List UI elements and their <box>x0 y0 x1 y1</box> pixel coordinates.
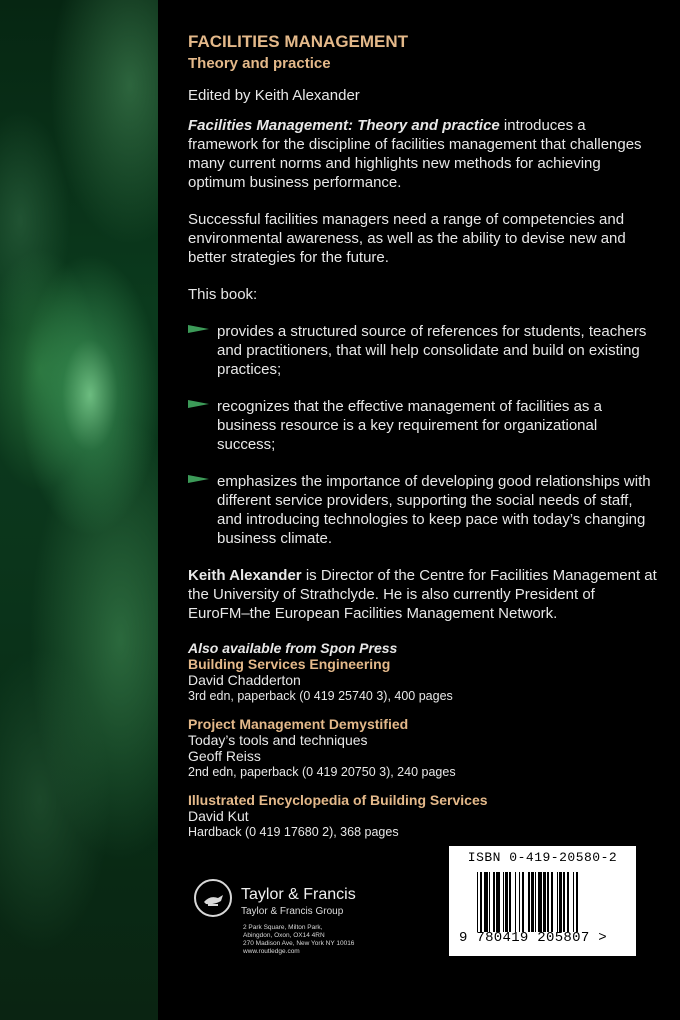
barcode-bar <box>503 872 504 932</box>
barcode-bar <box>493 872 494 932</box>
book-line: David Kut <box>188 808 249 824</box>
isbn-label: ISBN 0-419-20580-2 <box>467 850 618 865</box>
address-line: www.routledge.com <box>243 948 300 955</box>
intro-lead: Facilities Management: Theory and practice <box>188 117 500 134</box>
author-bio-rest: is Director of the Centre for Facilities Management at the University of Strathclyde. He is also currently President of EuroFM–the European Facilities Management Network. <box>188 567 657 622</box>
barcode-bar <box>509 872 510 932</box>
book-line: Geoff Reiss <box>188 748 261 764</box>
barcode-bar <box>522 872 525 932</box>
barcode-bar <box>573 872 574 932</box>
publisher-name: Taylor & Francis <box>241 886 356 903</box>
publisher-address <box>243 924 354 956</box>
barcode-bar <box>551 872 552 932</box>
editor-line: Edited by Keith Alexander <box>188 87 360 104</box>
list-item <box>188 397 658 454</box>
author-bio <box>188 566 658 623</box>
barcode-bar <box>528 872 529 932</box>
cover-spine-image <box>0 0 158 1020</box>
list-item <box>188 792 658 840</box>
barcode-bar <box>484 872 488 932</box>
book-title: FACILITIES MANAGEMENT <box>188 32 409 51</box>
book-line: Today’s tools and techniques <box>188 732 368 748</box>
book-title: Project Management Demystified <box>188 716 409 732</box>
book-detail: 3rd edn, paperback (0 419 25740 3), 400 pages <box>188 689 453 703</box>
bullet-text: provides a structured source of references for students, teachers and practitioners, that will help consolidate and build on existing practices; <box>217 323 647 378</box>
barcode-bar <box>519 872 520 932</box>
also-available-section <box>188 640 658 840</box>
barcode-bar <box>515 872 516 932</box>
barcode-bar <box>505 872 508 932</box>
address-line: 270 Madison Ave, New York NY 10016 <box>243 940 355 947</box>
feature-list <box>188 322 658 548</box>
taylor-francis-lamp-icon <box>194 879 232 917</box>
bullet-text: emphasizes the importance of developing good relationships with different service providers, supporting the social needs of staff, and introducing technologies to keep pace with today’s changing business climate. <box>217 473 651 547</box>
list-item <box>188 322 658 379</box>
address-line: 2 Park Square, Milton Park, <box>243 924 323 931</box>
book-title: Illustrated Encyclopedia of Building Services <box>188 792 488 808</box>
arrow-icon <box>188 400 209 408</box>
lamp-icon <box>196 881 230 915</box>
book-title: Building Services Engineering <box>188 656 391 672</box>
arrow-icon <box>188 325 209 333</box>
intro-rest: introduces a framework for the discipline of facilities management that challenges many current norms and highlights new methods for achieving optimum business performance. <box>188 117 642 191</box>
barcode-bar <box>496 872 500 932</box>
barcode-bar <box>547 872 548 932</box>
barcode-bar <box>535 872 536 932</box>
spine-divider <box>158 0 161 1020</box>
barcode-bar <box>543 872 546 932</box>
bullet-text: recognizes that the effective management of facilities as a business resource is a key requirement for organizational success; <box>217 398 602 453</box>
barcode-bar <box>477 872 478 932</box>
book-detail: Hardback (0 419 17680 2), 368 pages <box>188 825 399 839</box>
barcode-number: 9 780419 205807 > <box>459 930 607 946</box>
author-name: Keith Alexander <box>188 567 302 584</box>
barcode-bar <box>538 872 542 932</box>
list-item <box>188 716 658 780</box>
barcode-bar <box>576 872 579 932</box>
back-cover-text <box>188 32 658 852</box>
book-line: David Chadderton <box>188 672 301 688</box>
list-item <box>188 656 658 704</box>
isbn-barcode <box>449 846 636 956</box>
intro-paragraph <box>188 116 658 192</box>
list-item <box>188 472 658 548</box>
publisher-group: Taylor & Francis Group <box>241 906 344 917</box>
barcode-bar <box>531 872 534 932</box>
competencies-paragraph: Successful facilities managers need a range of competencies and environmental awareness, as well as the ability to devise new and better strategies for the future. <box>188 211 626 266</box>
barcode-bar <box>567 872 568 932</box>
barcode-bars <box>477 872 629 932</box>
book-detail: 2nd edn, paperback (0 419 20750 3), 240 pages <box>188 765 456 779</box>
barcode-bar <box>480 872 483 932</box>
barcode-bar <box>557 872 558 932</box>
address-line: Abingdon, Oxon, OX14 4RN <box>243 932 325 939</box>
publisher-logo <box>191 876 451 966</box>
barcode-bar <box>559 872 562 932</box>
barcode-bar <box>489 872 490 932</box>
barcode-bar <box>563 872 564 932</box>
book-subtitle: Theory and practice <box>188 55 331 72</box>
this-book-label: This book: <box>188 286 258 303</box>
also-available-heading: Also available from Spon Press <box>188 640 398 656</box>
arrow-icon <box>188 475 209 483</box>
